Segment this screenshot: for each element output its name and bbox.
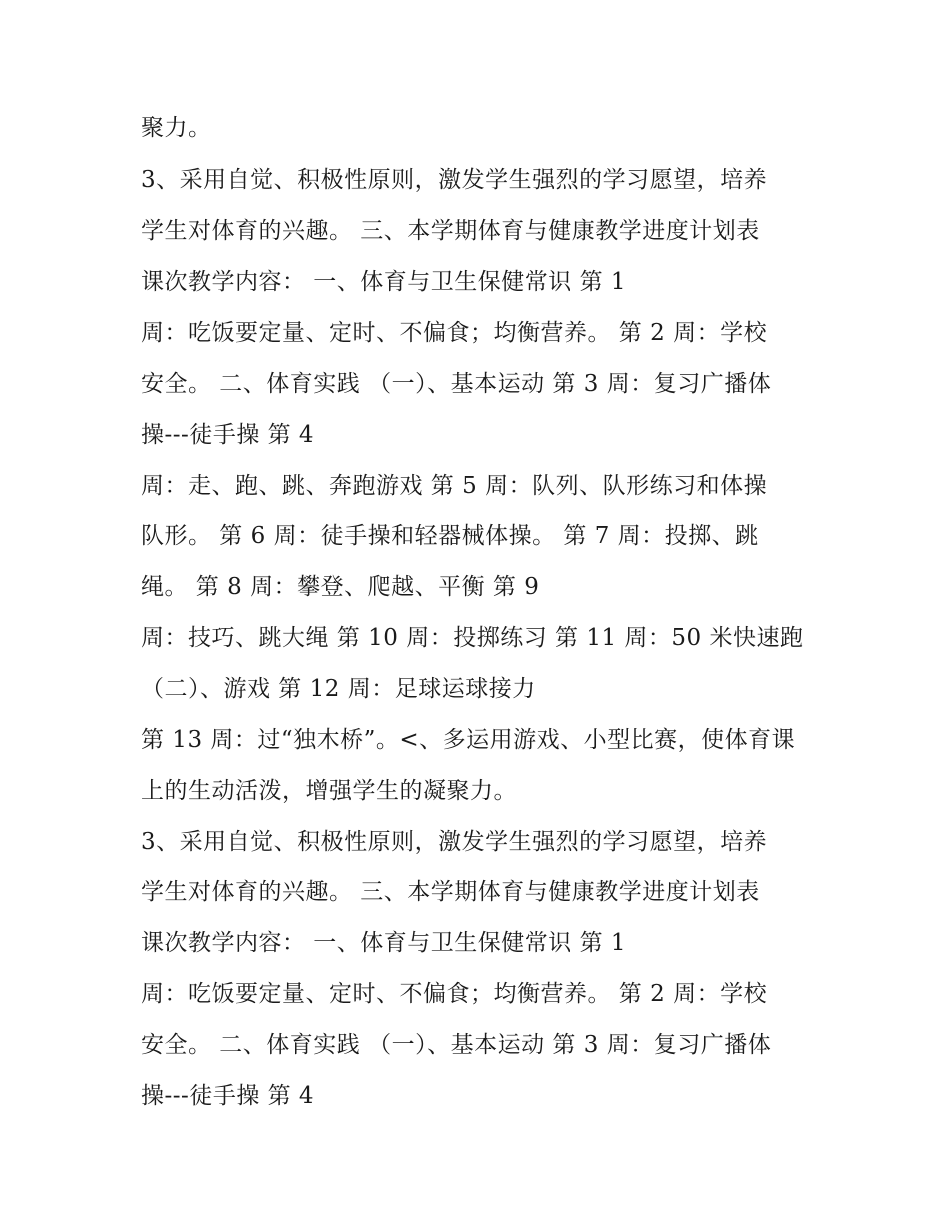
text-line: 周：技巧、跳大绳 第 10 周：投掷练习 第 11 周：50 米快速跑 [141, 625, 804, 651]
text-line: 安全。 二、体育实践 （一）、基本运动 第 3 周：复习广播体 [141, 371, 772, 397]
text-line: 队形。 第 6 周：徒手操和轻器械体操。 第 7 周：投掷、跳 [141, 523, 759, 549]
text-line: 安全。 二、体育实践 （一）、基本运动 第 3 周：复习广播体 [141, 1032, 772, 1058]
text-line: 周：走、跑、跳、奔跑游戏 第 5 周：队列、队形练习和体操 [141, 473, 768, 499]
text-line: 课次教学内容： 一、体育与卫生保健常识 第 1 [141, 930, 627, 956]
text-line: 第 13 周：过“独木桥”。<、多运用游戏、小型比赛，使体育课 [141, 727, 796, 753]
text-line: 操---徒手操 第 4 [141, 422, 315, 448]
text-line: 3、采用自觉、积极性原则，激发学生强烈的学习愿望，培养 [141, 167, 768, 193]
text-line: 学生对体育的兴趣。 三、本学期体育与健康教学进度计划表 [141, 879, 760, 905]
text-line: 绳。 第 8 周：攀登、爬越、平衡 第 9 [141, 574, 540, 600]
text-line: 3、采用自觉、积极性原则，激发学生强烈的学习愿望，培养 [141, 829, 768, 855]
text-line: 周：吃饭要定量、定时、不偏食；均衡营养。 第 2 周：学校 [141, 320, 768, 346]
text-line: 课次教学内容： 一、体育与卫生保健常识 第 1 [141, 269, 627, 295]
text-line: 上的生动活泼，增强学生的凝聚力。 [141, 778, 517, 804]
text-line: 学生对体育的兴趣。 三、本学期体育与健康教学进度计划表 [141, 218, 760, 244]
text-line: 聚力。 [141, 115, 212, 141]
text-line: （二）、游戏 第 12 周：足球运球接力 [141, 676, 536, 702]
text-line: 周：吃饭要定量、定时、不偏食；均衡营养。 第 2 周：学校 [141, 981, 768, 1007]
text-line: 操---徒手操 第 4 [141, 1083, 315, 1109]
